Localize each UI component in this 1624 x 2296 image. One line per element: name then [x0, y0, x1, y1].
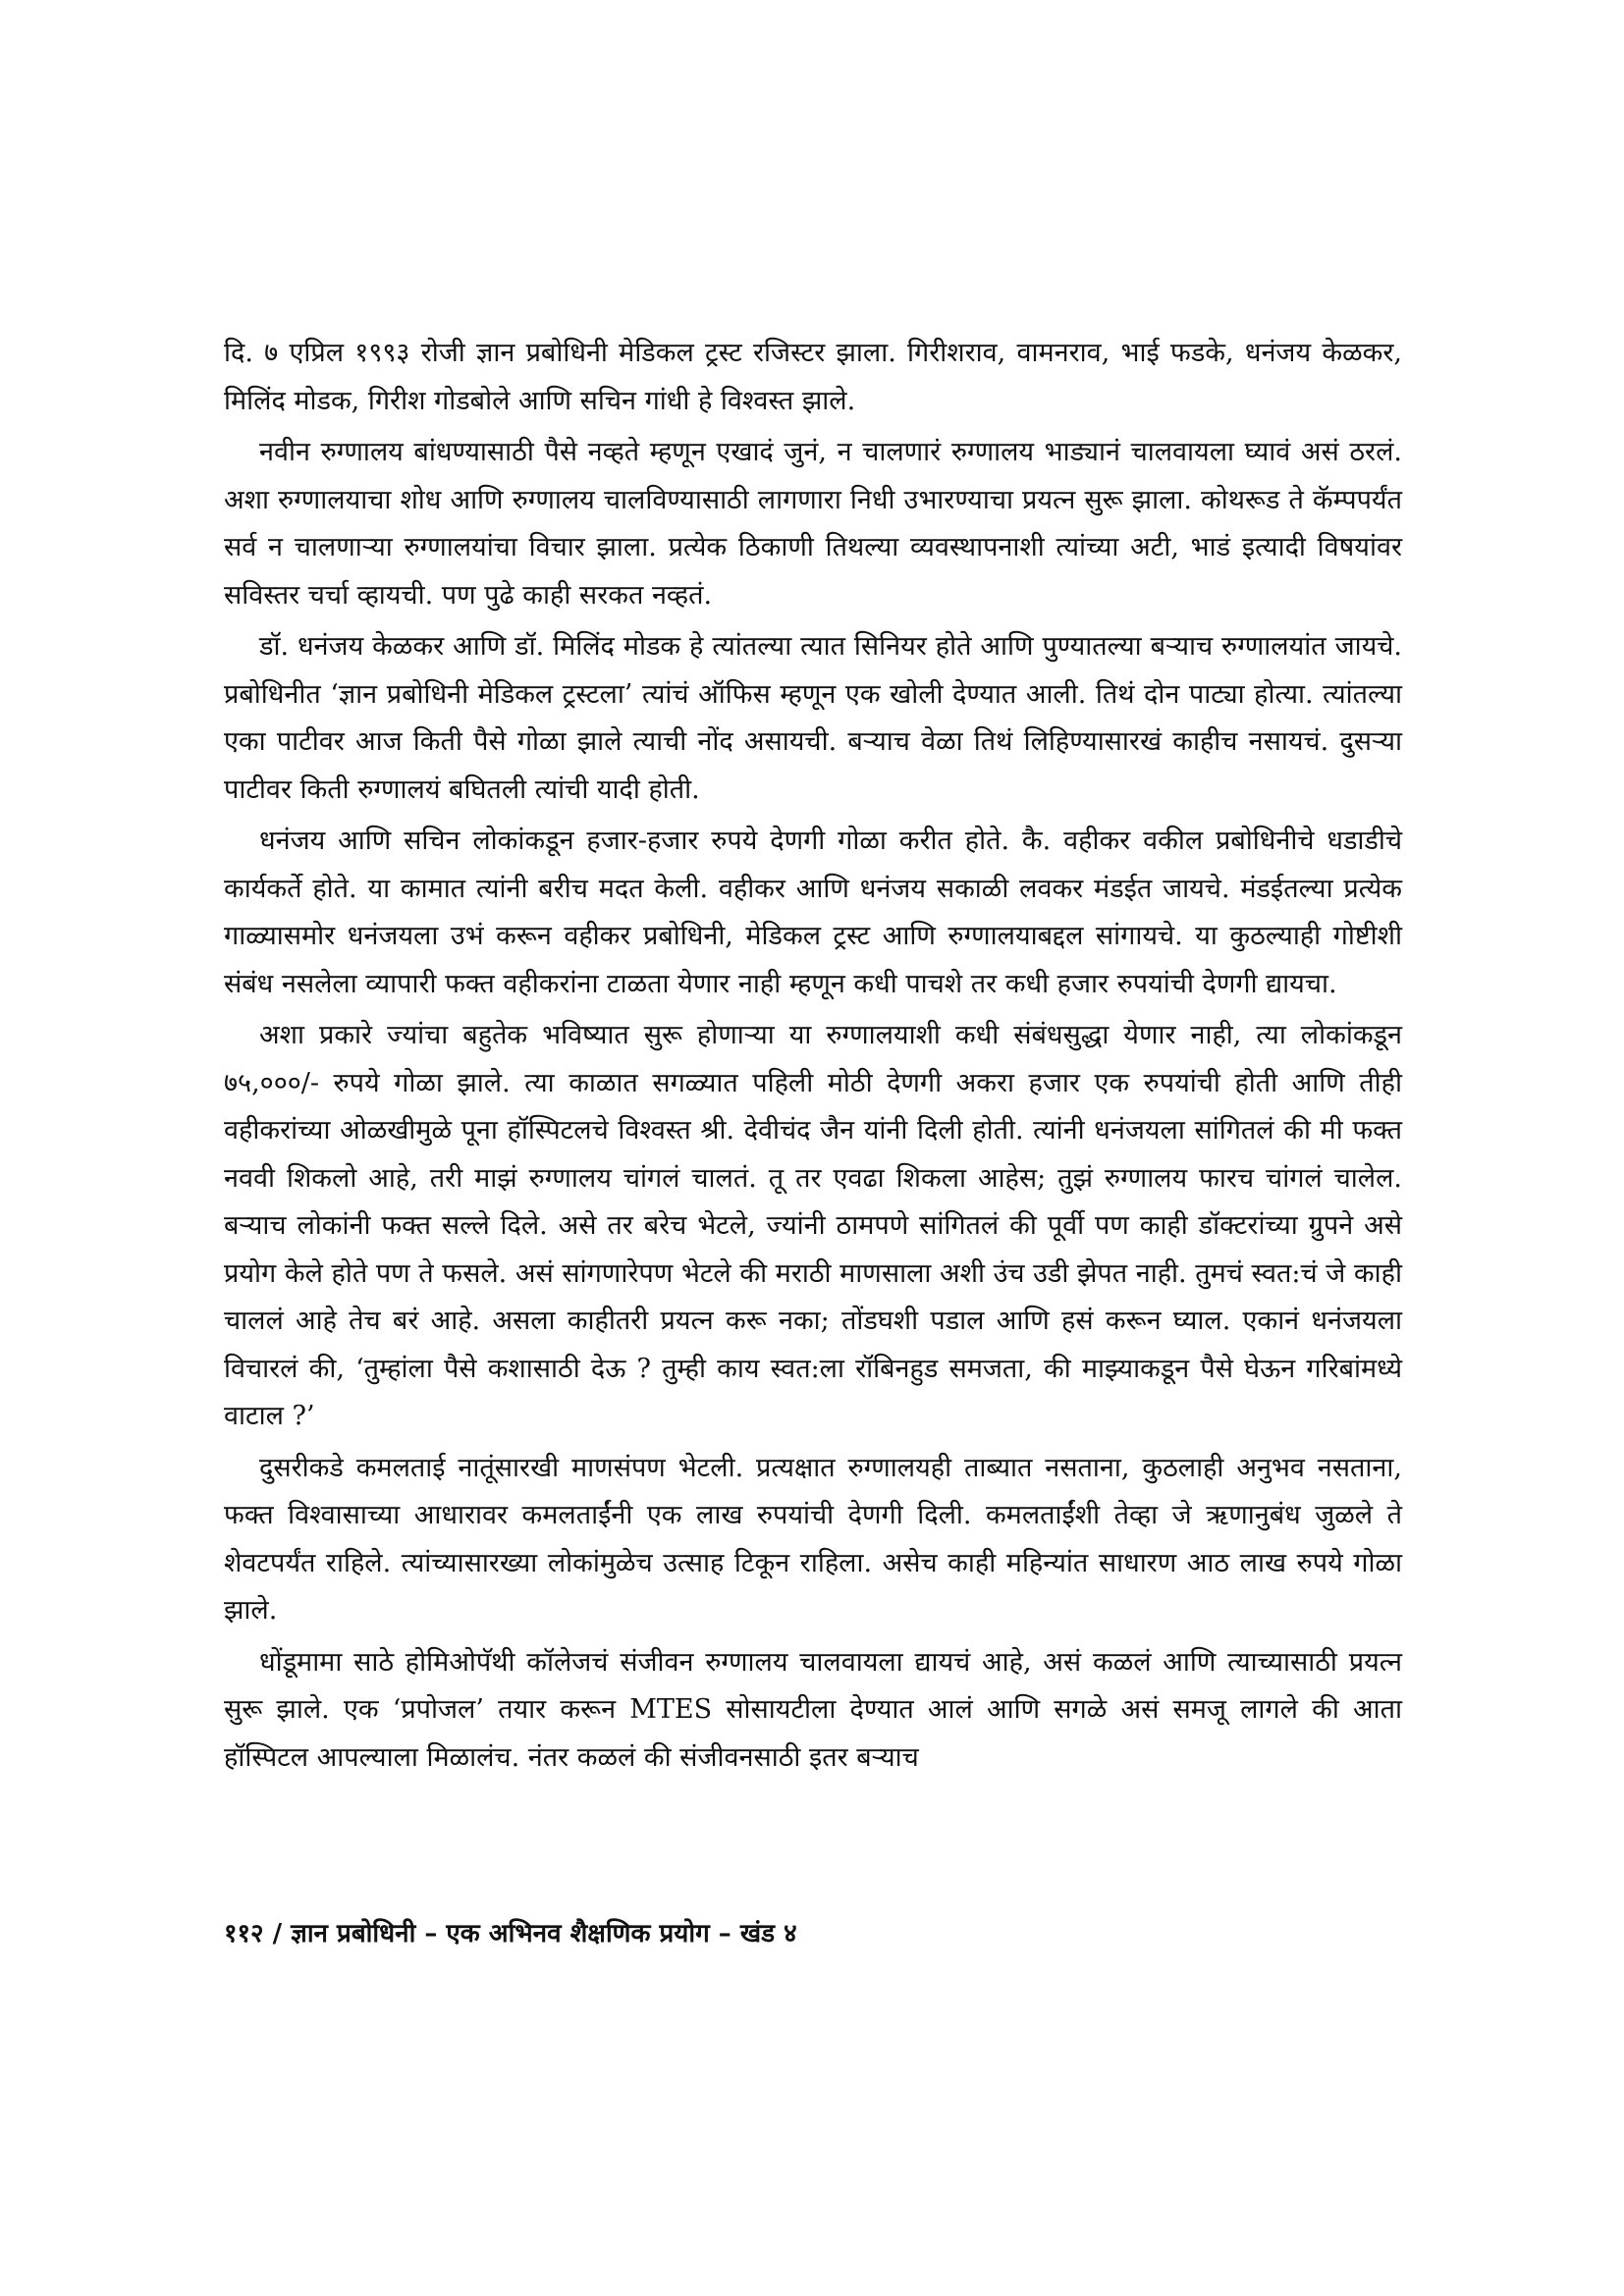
paragraph-6: दुसरीकडे कमलताई नातूंसारखी माणसंपण भेटली. प्रत्यक्षात रुग्णालयही ताब्यात नसताना, कुठलाही अनुभव नसताना, फक्त विश्वासाच्या आधारावर कमलताईंनी एक लाख रुपयांची देणगी दिली. कमलताईंशी तेव्हा जे ऋणानुबंध जुळले ते शेवटपर्यंत राहिले. त्यांच्यासारख्या लोकांमुळेच उत्साह टिकून राहिला. असेच काही महिन्यांत साधारण आठ लाख रुपये गोळा झाले.	[224, 1452, 1402, 1626]
paragraph-5: अशा प्रकारे ज्यांचा बहुतेक भविष्यात सुरू होणाऱ्या या रुग्णालयाशी कधी संबंधसुद्धा येणार नाही, त्या लोकांकडून ७५,०००/- रुपये गोळा झाले. त्या काळात सगळ्यात पहिली मोठी देणगी अकरा हजार एक रुपयांची होती आणि तीही वहीकरांच्या ओळखीमुळे पूना हॉस्पिटलचे विश्वस्त श्री. देवीचंद जैन यांनी दिली होती. त्यांनी धनंजयला सांगितलं की मी फक्त नववी शिकलो आहे, तरी माझं रुग्णालय चांगलं चालतं. तू तर एवढा शिकला आहेस; तुझं रुग्णालय फारच चांगलं चालेल. बऱ्याच लोकांनी फक्त सल्ले दिले. असे तर बरेच भेटले, ज्यांनी ठामपणे सांगितलं की पूर्वी पण काही डॉक्टरांच्या ग्रुपने असे प्रयोग केले होते पण ते फसले. असं सांगणारेपण भेटले की मराठी माणसाला अशी उंच उडी झेपत नाही. तुमचं स्वत:चं जे काही चाललं आहे तेच बरं आहे. असला काहीतरी प्रयत्न करू नका; तोंडघशी पडाल आणि हसं करून घ्याल. एकानं धनंजयला विचारलं की, ‘तुम्हांला पैसे कशासाठी देऊ ? तुम्ही काय स्वत:ला रॉबिनहुड समजता, की माझ्याकडून पैसे घेऊन गरिबांमध्ये वाटाल ?’	[224, 1020, 1402, 1431]
paragraph-7: धोंडूमामा साठे होमिओपॅथी कॉलेजचं संजीवन रुग्णालय चालवायला द्यायचं आहे, असं कळलं आणि त्याच्यासाठी प्रयत्न सुरू झाले. एक ‘प्रपोजल’ तयार करून MTES सोसायटीला देण्यात आलं आणि सगळे असं समजू लागले की आता हॉस्पिटल आपल्याला मिळालंच. नंतर कळलं की संजीवनसाठी इतर बऱ्याच	[224, 1646, 1402, 1773]
paragraph-3: डॉ. धनंजय केळकर आणि डॉ. मिलिंद मोडक हे त्यांतल्या त्यात सिनियर होते आणि पुण्यातल्या बऱ्याच रुग्णालयांत जायचे. प्रबोधिनीत ‘ज्ञान प्रबोधिनी मेडिकल ट्रस्टला’ त्यांचं ऑफिस म्हणून एक खोली देण्यात आली. तिथं दोन पाट्या होत्या. त्यांतल्या एका पाटीवर आज किती पैसे गोळा झाले त्याची नोंद असायची. बऱ्याच वेळा तिथं लिहिण्यासारखं काहीच नसायचं. दुसऱ्या पाटीवर किती रुग्णालयं बघितली त्यांची यादी होती.	[224, 631, 1402, 805]
page-footer: ११२ / ज्ञान प्रबोधिनी – एक अभिनव शैक्षणिक प्रयोग – खंड ४	[224, 1919, 797, 1949]
page-body	[224, 330, 1402, 1786]
paragraph-1: दि. ७ एप्रिल १९९३ रोजी ज्ञान प्रबोधिनी मेडिकल ट्रस्ट रजिस्टर झाला. गिरीशराव, वामनराव, भाई फडके, धनंजय केळकर, मिलिंद मोडक, गिरीश गोडबोले आणि सचिन गांधी हे विश्वस्त झाले.	[224, 338, 1402, 416]
paragraph-2: नवीन रुग्णालय बांधण्यासाठी पैसे नव्हते म्हणून एखादं जुनं, न चालणारं रुग्णालय भाड्यानं चालवायला घ्यावं असं ठरलं. अशा रुग्णालयाचा शोध आणि रुग्णालय चालविण्यासाठी लागणारा निधी उभारण्याचा प्रयत्न सुरू झाला. कोथरूड ते कॅम्पपर्यंत सर्व न चालणाऱ्या रुग्णालयांचा विचार झाला. प्रत्येक ठिकाणी तिथल्या व्यवस्थापनाशी त्यांच्या अटी, भाडं इत्यादी विषयांवर सविस्तर चर्चा व्हायची. पण पुढे काही सरकत नव्हतं.	[224, 437, 1402, 611]
paragraph-4: धनंजय आणि सचिन लोकांकडून हजार-हजार रुपये देणगी गोळा करीत होते. कै. वहीकर वकील प्रबोधिनीचे धडाडीचे कार्यकर्ते होते. या कामात त्यांनी बरीच मदत केली. वहीकर आणि धनंजय सकाळी लवकर मंडईत जायचे. मंडईतल्या प्रत्येक गाळ्यासमोर धनंजयला उभं करून वहीकर प्रबोधिनी, मेडिकल ट्रस्ट आणि रुग्णालयाबद्दल सांगायचे. या कुठल्याही गोष्टीशी संबंध नसलेला व्यापारी फक्त वहीकरांना टाळता येणार नाही म्हणून कधी पाचशे तर कधी हजार रुपयांची देणगी द्यायचा.	[224, 826, 1402, 999]
